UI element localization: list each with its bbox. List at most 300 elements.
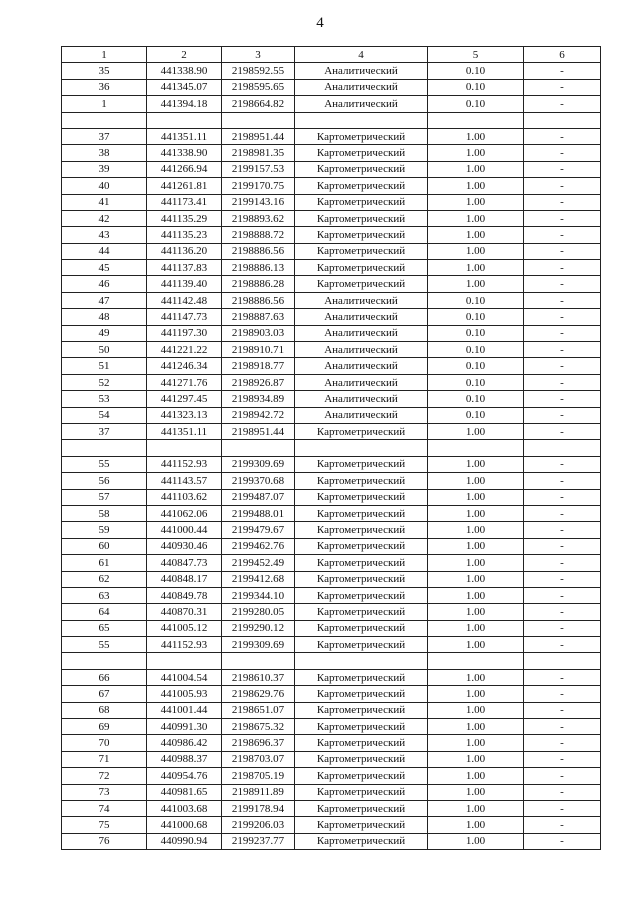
- table-cell: -: [524, 178, 601, 194]
- table-cell: 440954.76: [147, 768, 222, 784]
- table-row: [62, 751, 601, 767]
- table-cell: 1.00: [428, 800, 524, 816]
- table-cell: [295, 653, 428, 669]
- table-cell: 2199452.49: [222, 555, 295, 571]
- table-cell: 1.00: [428, 604, 524, 620]
- table-cell: 441345.07: [147, 79, 222, 95]
- table-cell: -: [524, 768, 601, 784]
- table-cell: 441005.93: [147, 686, 222, 702]
- table-cell: -: [524, 817, 601, 833]
- table-cell: 43: [62, 227, 147, 243]
- table-row: [62, 423, 601, 439]
- table-cell: 2198886.56: [222, 292, 295, 308]
- table-cell: Картометрический: [295, 505, 428, 521]
- table-cell: 2199487.07: [222, 489, 295, 505]
- table-cell: Картометрический: [295, 473, 428, 489]
- table-cell: 46: [62, 276, 147, 292]
- table-cell: 1.00: [428, 505, 524, 521]
- table-body: [62, 63, 601, 850]
- table-cell: 2198887.63: [222, 309, 295, 325]
- table-cell: 0.10: [428, 325, 524, 341]
- table-cell: 1.00: [428, 260, 524, 276]
- table-row: [62, 604, 601, 620]
- table-cell: Картометрический: [295, 276, 428, 292]
- table-row: [62, 145, 601, 161]
- table-cell: 42: [62, 210, 147, 226]
- table-row: [62, 800, 601, 816]
- coordinates-table: [61, 46, 601, 850]
- table-cell: 2199462.76: [222, 538, 295, 554]
- table-cell: -: [524, 358, 601, 374]
- table-cell: [222, 653, 295, 669]
- table-row: [62, 555, 601, 571]
- table-cell: 1.00: [428, 686, 524, 702]
- table-cell: 76: [62, 833, 147, 849]
- table-cell: 0.10: [428, 342, 524, 358]
- table-cell: 48: [62, 309, 147, 325]
- table-cell: 73: [62, 784, 147, 800]
- table-cell: 49: [62, 325, 147, 341]
- table-cell: 2199488.01: [222, 505, 295, 521]
- table-cell: -: [524, 473, 601, 489]
- table-row: [62, 735, 601, 751]
- table-cell: Картометрический: [295, 637, 428, 653]
- table-row: [62, 325, 601, 341]
- table-row: [62, 637, 601, 653]
- table-separator-row: [62, 112, 601, 128]
- page-number: 4: [316, 15, 324, 31]
- table-cell: 1.00: [428, 538, 524, 554]
- table-header-row: [62, 47, 601, 63]
- table-row: [62, 243, 601, 259]
- table-cell: 40: [62, 178, 147, 194]
- table-cell: 2198926.87: [222, 374, 295, 390]
- table-cell: 2198951.44: [222, 128, 295, 144]
- table-cell: 0.10: [428, 358, 524, 374]
- table-cell: Картометрический: [295, 555, 428, 571]
- table-cell: Картометрический: [295, 833, 428, 849]
- table-cell: 2198903.03: [222, 325, 295, 341]
- table-cell: -: [524, 423, 601, 439]
- table-cell: 2198629.76: [222, 686, 295, 702]
- table-cell: 441351.11: [147, 128, 222, 144]
- table-cell: Картометрический: [295, 538, 428, 554]
- table-cell: 72: [62, 768, 147, 784]
- table-cell: Картометрический: [295, 178, 428, 194]
- table-cell: 59: [62, 522, 147, 538]
- table-row: [62, 817, 601, 833]
- table-cell: Аналитический: [295, 407, 428, 423]
- table-cell: 1.00: [428, 620, 524, 636]
- table-cell: 2198886.28: [222, 276, 295, 292]
- table-row: [62, 210, 601, 226]
- table-cell: 0.10: [428, 96, 524, 112]
- table-cell: 440847.73: [147, 555, 222, 571]
- table-cell: 63: [62, 587, 147, 603]
- table-cell: [295, 440, 428, 456]
- table-cell: Картометрический: [295, 686, 428, 702]
- table-cell: Картометрический: [295, 161, 428, 177]
- table-cell: -: [524, 735, 601, 751]
- table-cell: 441103.62: [147, 489, 222, 505]
- table-cell: 2198610.37: [222, 669, 295, 685]
- table-cell: 2199206.03: [222, 817, 295, 833]
- table-cell: 441000.44: [147, 522, 222, 538]
- table-cell: Картометрический: [295, 456, 428, 472]
- table-cell: 441394.18: [147, 96, 222, 112]
- table-cell: 2199157.53: [222, 161, 295, 177]
- table-cell: 441062.06: [147, 505, 222, 521]
- table-cell: [428, 653, 524, 669]
- table-cell: 56: [62, 473, 147, 489]
- table-cell: 66: [62, 669, 147, 685]
- table-cell: 0.10: [428, 374, 524, 390]
- table-cell: 1.00: [428, 423, 524, 439]
- table-cell: 2198942.72: [222, 407, 295, 423]
- table-cell: -: [524, 96, 601, 112]
- column-header: 5: [428, 47, 524, 63]
- table-cell: Картометрический: [295, 669, 428, 685]
- table-cell: 441297.45: [147, 391, 222, 407]
- table-cell: 441142.48: [147, 292, 222, 308]
- table-cell: 1.00: [428, 243, 524, 259]
- table-cell: 441266.94: [147, 161, 222, 177]
- table-row: [62, 833, 601, 849]
- table-cell: -: [524, 637, 601, 653]
- table-cell: [295, 112, 428, 128]
- table-cell: 441261.81: [147, 178, 222, 194]
- table-row: [62, 96, 601, 112]
- table-cell: -: [524, 243, 601, 259]
- table-cell: 440990.94: [147, 833, 222, 849]
- table-cell: -: [524, 702, 601, 718]
- table-row: [62, 128, 601, 144]
- table-cell: -: [524, 538, 601, 554]
- table-cell: Аналитический: [295, 358, 428, 374]
- table-cell: 441221.22: [147, 342, 222, 358]
- table-cell: 441271.76: [147, 374, 222, 390]
- table-cell: 1.00: [428, 178, 524, 194]
- table-cell: 2199309.69: [222, 637, 295, 653]
- table-row: [62, 178, 601, 194]
- table-cell: 441323.13: [147, 407, 222, 423]
- table-cell: Картометрический: [295, 620, 428, 636]
- table-cell: [222, 112, 295, 128]
- table-cell: 2199309.69: [222, 456, 295, 472]
- table-cell: 52: [62, 374, 147, 390]
- table-cell: -: [524, 342, 601, 358]
- table-cell: [524, 112, 601, 128]
- table-cell: 440986.42: [147, 735, 222, 751]
- table-cell: 74: [62, 800, 147, 816]
- table-row: [62, 538, 601, 554]
- table-cell: 2198696.37: [222, 735, 295, 751]
- table-cell: 1.00: [428, 817, 524, 833]
- table-row: [62, 227, 601, 243]
- table-row: [62, 489, 601, 505]
- table-cell: 1.00: [428, 669, 524, 685]
- table-cell: 440930.46: [147, 538, 222, 554]
- table-cell: 2199178.94: [222, 800, 295, 816]
- table-cell: -: [524, 145, 601, 161]
- table-row: [62, 63, 601, 79]
- table-cell: 440988.37: [147, 751, 222, 767]
- table-cell: 2198951.44: [222, 423, 295, 439]
- table-cell: 2199170.75: [222, 178, 295, 194]
- table-cell: 441152.93: [147, 456, 222, 472]
- table-cell: 35: [62, 63, 147, 79]
- table-cell: -: [524, 194, 601, 210]
- table-cell: Картометрический: [295, 604, 428, 620]
- table-cell: -: [524, 604, 601, 620]
- table-cell: [524, 653, 601, 669]
- table-row: [62, 358, 601, 374]
- table-cell: -: [524, 325, 601, 341]
- table-cell: 1.00: [428, 702, 524, 718]
- table-cell: 1.00: [428, 833, 524, 849]
- table-cell: 36: [62, 79, 147, 95]
- table-cell: 2199143.16: [222, 194, 295, 210]
- table-cell: 440848.17: [147, 571, 222, 587]
- table-row: [62, 784, 601, 800]
- table-cell: 54: [62, 407, 147, 423]
- table-cell: 441000.68: [147, 817, 222, 833]
- table-cell: 0.10: [428, 407, 524, 423]
- table-cell: -: [524, 227, 601, 243]
- table-cell: Аналитический: [295, 96, 428, 112]
- table-cell: 441003.68: [147, 800, 222, 816]
- table-cell: 2198911.89: [222, 784, 295, 800]
- table-cell: 2198886.13: [222, 260, 295, 276]
- table-cell: 1.00: [428, 194, 524, 210]
- table-cell: -: [524, 79, 601, 95]
- table-cell: Картометрический: [295, 571, 428, 587]
- table-cell: -: [524, 391, 601, 407]
- table-cell: 2198888.72: [222, 227, 295, 243]
- table-cell: Аналитический: [295, 342, 428, 358]
- table-cell: 1.00: [428, 227, 524, 243]
- table-row: [62, 456, 601, 472]
- table-cell: Картометрический: [295, 735, 428, 751]
- table-cell: 44: [62, 243, 147, 259]
- table-cell: -: [524, 128, 601, 144]
- table-cell: 441197.30: [147, 325, 222, 341]
- table-row: [62, 571, 601, 587]
- table-cell: 2198705.19: [222, 768, 295, 784]
- table-row: [62, 161, 601, 177]
- table-cell: -: [524, 686, 601, 702]
- table-cell: 441338.90: [147, 63, 222, 79]
- table-cell: 61: [62, 555, 147, 571]
- table-cell: 53: [62, 391, 147, 407]
- table-cell: [524, 440, 601, 456]
- table-row: [62, 768, 601, 784]
- table-cell: 440870.31: [147, 604, 222, 620]
- table-cell: 441004.54: [147, 669, 222, 685]
- table-cell: [62, 112, 147, 128]
- table-cell: Картометрический: [295, 768, 428, 784]
- table-cell: 37: [62, 423, 147, 439]
- table-cell: Аналитический: [295, 325, 428, 341]
- table-cell: 2199370.68: [222, 473, 295, 489]
- table-cell: 2199479.67: [222, 522, 295, 538]
- table-cell: 441005.12: [147, 620, 222, 636]
- table-row: [62, 686, 601, 702]
- table-cell: Аналитический: [295, 63, 428, 79]
- table-row: [62, 407, 601, 423]
- table-cell: 441173.41: [147, 194, 222, 210]
- table-cell: -: [524, 260, 601, 276]
- table-cell: Аналитический: [295, 374, 428, 390]
- column-header: 1: [62, 47, 147, 63]
- table-cell: 2199280.05: [222, 604, 295, 620]
- table-row: [62, 309, 601, 325]
- column-header: 4: [295, 47, 428, 63]
- table-cell: 441136.20: [147, 243, 222, 259]
- table-cell: 51: [62, 358, 147, 374]
- table-cell: 2198592.55: [222, 63, 295, 79]
- table-cell: 440981.65: [147, 784, 222, 800]
- table-cell: 67: [62, 686, 147, 702]
- table-row: [62, 342, 601, 358]
- table-cell: 441143.57: [147, 473, 222, 489]
- table-separator-row: [62, 440, 601, 456]
- table-cell: Картометрический: [295, 489, 428, 505]
- table-cell: Картометрический: [295, 817, 428, 833]
- table-cell: 37: [62, 128, 147, 144]
- table-cell: 2198664.82: [222, 96, 295, 112]
- table-cell: 1.00: [428, 456, 524, 472]
- table-cell: -: [524, 784, 601, 800]
- table-cell: 1.00: [428, 473, 524, 489]
- table-row: [62, 669, 601, 685]
- table-cell: [428, 440, 524, 456]
- table-cell: 62: [62, 571, 147, 587]
- table-cell: 0.10: [428, 292, 524, 308]
- table-cell: 2198918.77: [222, 358, 295, 374]
- table-cell: -: [524, 374, 601, 390]
- table-cell: -: [524, 276, 601, 292]
- table-cell: -: [524, 456, 601, 472]
- table-row: [62, 260, 601, 276]
- table-cell: 441147.73: [147, 309, 222, 325]
- table-cell: 2198703.07: [222, 751, 295, 767]
- table-cell: 38: [62, 145, 147, 161]
- table-cell: 2198595.65: [222, 79, 295, 95]
- table-cell: 1.00: [428, 210, 524, 226]
- table-cell: 0.10: [428, 309, 524, 325]
- table-cell: 1.00: [428, 719, 524, 735]
- table-cell: [62, 653, 147, 669]
- table-cell: 60: [62, 538, 147, 554]
- table-cell: 55: [62, 456, 147, 472]
- table-cell: 2199344.10: [222, 587, 295, 603]
- column-header: 3: [222, 47, 295, 63]
- table-cell: Картометрический: [295, 751, 428, 767]
- table-cell: -: [524, 751, 601, 767]
- table-cell: 0.10: [428, 63, 524, 79]
- table-cell: 75: [62, 817, 147, 833]
- table-row: [62, 79, 601, 95]
- table-cell: 55: [62, 637, 147, 653]
- table-cell: Картометрический: [295, 145, 428, 161]
- table-cell: 1.00: [428, 128, 524, 144]
- table-cell: 1.00: [428, 784, 524, 800]
- table-cell: 1.00: [428, 555, 524, 571]
- table-cell: 441135.23: [147, 227, 222, 243]
- table-cell: Аналитический: [295, 309, 428, 325]
- table-cell: -: [524, 620, 601, 636]
- table-cell: [222, 440, 295, 456]
- table-cell: -: [524, 719, 601, 735]
- table-cell: [62, 440, 147, 456]
- table-cell: Аналитический: [295, 79, 428, 95]
- table-cell: 441135.29: [147, 210, 222, 226]
- table-cell: Картометрический: [295, 800, 428, 816]
- table-cell: 1.00: [428, 637, 524, 653]
- table-cell: [147, 112, 222, 128]
- table-cell: 1.00: [428, 522, 524, 538]
- table-cell: 1.00: [428, 587, 524, 603]
- table-cell: Картометрический: [295, 128, 428, 144]
- table-cell: 2198651.07: [222, 702, 295, 718]
- column-header: 2: [147, 47, 222, 63]
- table-cell: 45: [62, 260, 147, 276]
- table-cell: [147, 653, 222, 669]
- table-cell: Картометрический: [295, 702, 428, 718]
- table-cell: -: [524, 161, 601, 177]
- table-cell: 2198934.89: [222, 391, 295, 407]
- table-cell: -: [524, 292, 601, 308]
- table-cell: 440849.78: [147, 587, 222, 603]
- table-cell: -: [524, 489, 601, 505]
- table-cell: 0.10: [428, 79, 524, 95]
- table-row: [62, 276, 601, 292]
- table-cell: 2199412.68: [222, 571, 295, 587]
- table-cell: Аналитический: [295, 292, 428, 308]
- table-cell: -: [524, 407, 601, 423]
- table-cell: 1.00: [428, 276, 524, 292]
- table-cell: 2198893.62: [222, 210, 295, 226]
- table-cell: 2198886.56: [222, 243, 295, 259]
- table-cell: -: [524, 522, 601, 538]
- table-cell: 1.00: [428, 751, 524, 767]
- table-cell: 441338.90: [147, 145, 222, 161]
- table-row: [62, 292, 601, 308]
- table-row: [62, 620, 601, 636]
- table-cell: Картометрический: [295, 243, 428, 259]
- table-cell: 2198675.32: [222, 719, 295, 735]
- table-cell: Картометрический: [295, 210, 428, 226]
- table-cell: 1.00: [428, 768, 524, 784]
- table-cell: 58: [62, 505, 147, 521]
- table-cell: -: [524, 669, 601, 685]
- table-cell: -: [524, 555, 601, 571]
- table-cell: 68: [62, 702, 147, 718]
- table-row: [62, 391, 601, 407]
- table-cell: 441152.93: [147, 637, 222, 653]
- table-cell: -: [524, 587, 601, 603]
- table-cell: 440991.30: [147, 719, 222, 735]
- table-row: [62, 505, 601, 521]
- table-cell: 2198981.35: [222, 145, 295, 161]
- table-cell: Картометрический: [295, 719, 428, 735]
- table-cell: 441246.34: [147, 358, 222, 374]
- table-cell: 441139.40: [147, 276, 222, 292]
- table-cell: 1.00: [428, 145, 524, 161]
- table-cell: 441351.11: [147, 423, 222, 439]
- table-cell: -: [524, 505, 601, 521]
